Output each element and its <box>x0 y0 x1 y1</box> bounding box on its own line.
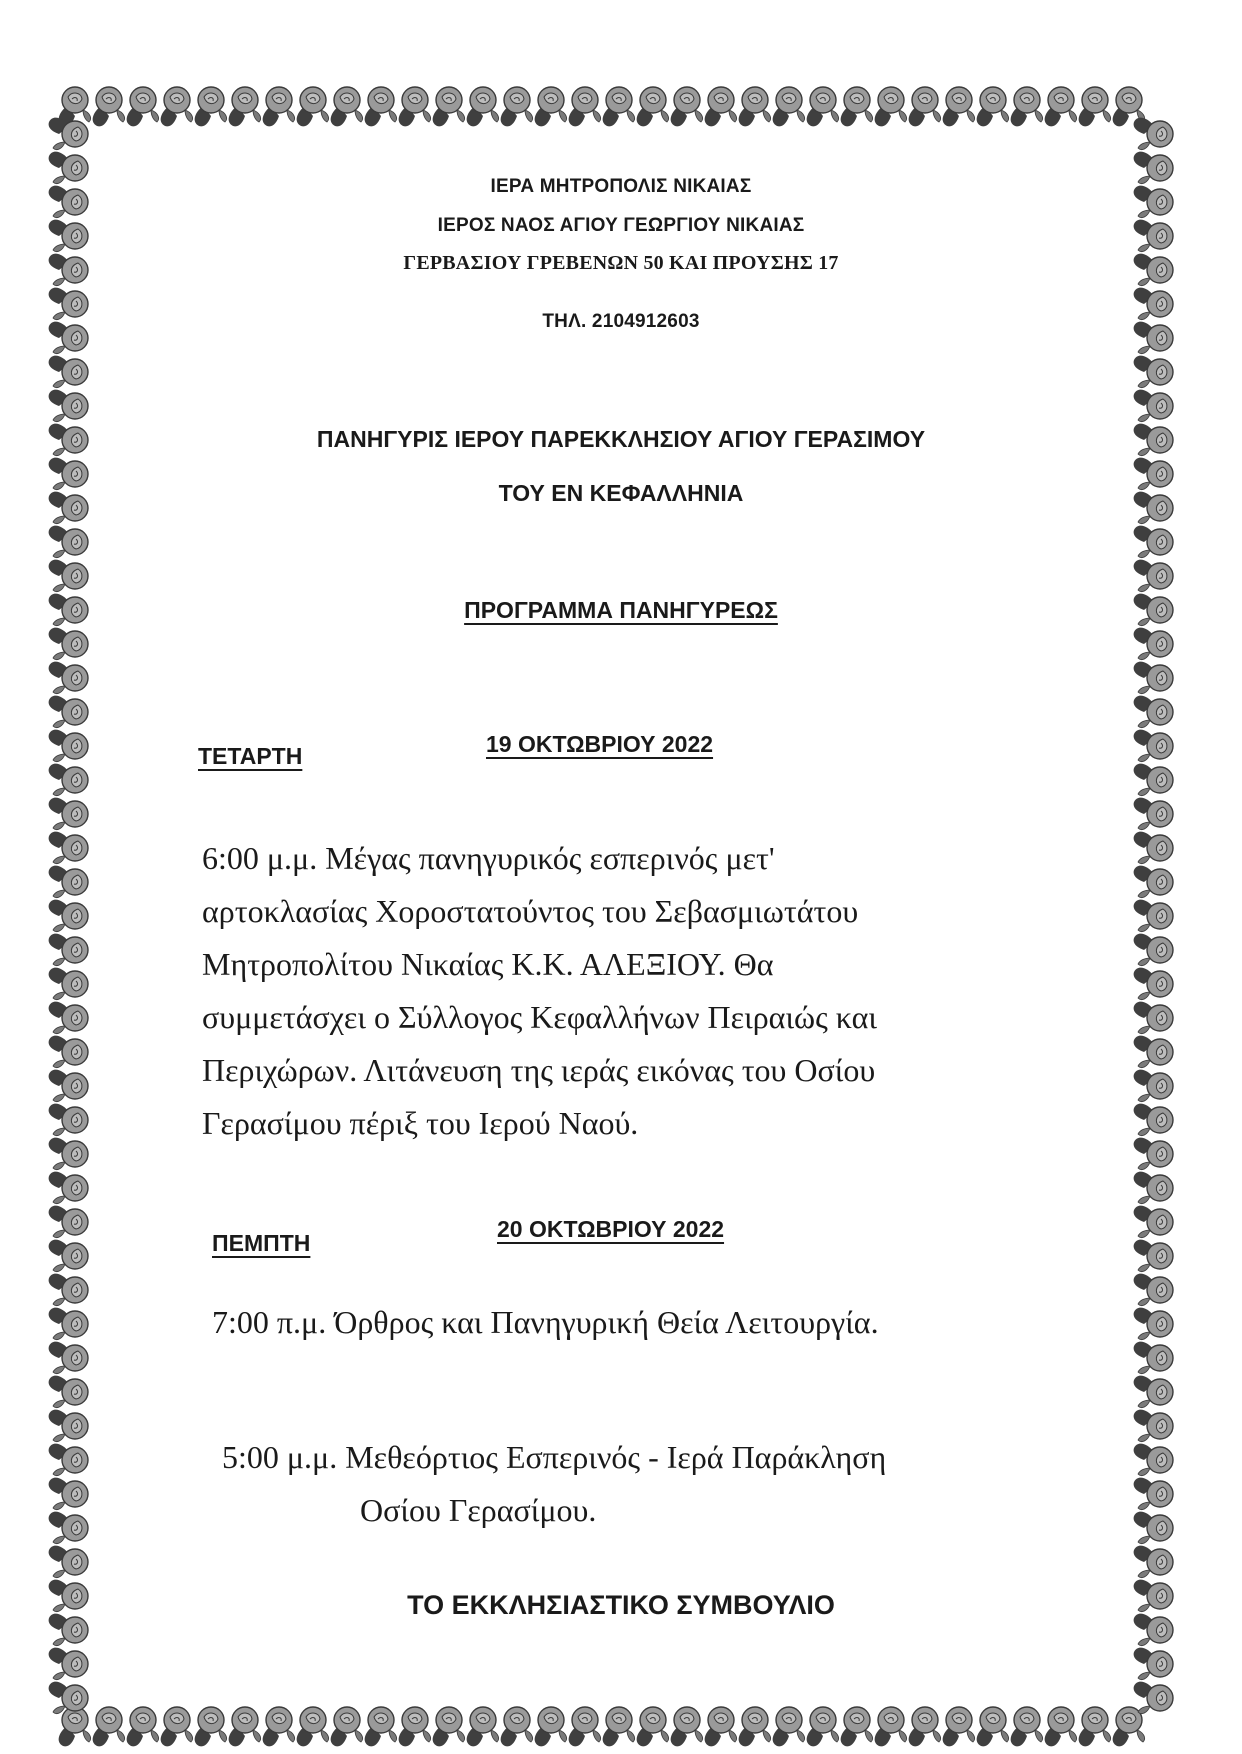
day-2-event-1 <box>212 1296 879 1349</box>
signature-council: ΤΟ ΕΚΚΛΗΣΙΑΣΤΙΚΟ ΣΥΜΒΟΥΛΙΟ <box>407 1590 835 1620</box>
day-2-event-2 <box>222 1431 886 1537</box>
event-line: Οσίου Γερασίμου. <box>360 1492 597 1528</box>
event-line: Μητροπολίτου Νικαίας Κ.Κ. ΑΛΕΞΙΟΥ. Θα <box>202 946 774 982</box>
festival-title-line2: ΤΟΥ ΕΝ ΚΕΦΑΛΛΗΝΙΑ <box>498 480 744 506</box>
festival-title-line1: ΠΑΝΗΓΥΡΙΣ ΙΕΡΟΥ ΠΑΡΕΚΚΛΗΣΙΟΥ ΑΓΙΟΥ ΓΕΡΑΣΙΜΟΥ <box>316 426 926 452</box>
program-heading-wrap <box>0 597 1242 624</box>
event-line: Περιχώρων. Λιτάνευση της ιεράς εικόνας του Οσίου <box>202 1052 876 1088</box>
event-line: αρτοκλασίας Χοροστατούντος του Σεβασμιωτάτου <box>202 893 859 929</box>
event-line: Γερασίμου πέριξ του Ιερού Ναού. <box>202 1105 639 1141</box>
day-1-name: ΤΕΤΑΡΤΗ <box>198 743 303 769</box>
event-line: 7:00 π.μ. Όρθρος και Πανηγυρική Θεία Λειτουργία. <box>212 1304 879 1340</box>
event-line: συμμετάσχει ο Σύλλογος Κεφαλλήνων Πειραιώς και <box>202 999 877 1035</box>
church-phone: ΤΗΛ. 2104912603 <box>542 311 700 332</box>
metropolis-name: ΙΕΡΑ ΜΗΤΡΟΠΟΛΙΣ ΝΙΚΑΙΑΣ <box>490 176 752 197</box>
day-1-date: 19 ΟΚΤΩΒΡΙΟΥ 2022 <box>486 731 714 757</box>
event-line: 5:00 μ.μ. Μεθεόρτιος Εσπερινός - Ιερά Παράκληση <box>222 1439 887 1475</box>
church-name: ΙΕΡΟΣ ΝΑΟΣ ΑΓΙΟΥ ΓΕΩΡΓΙΟΥ ΝΙΚΑΙΑΣ <box>437 215 805 236</box>
day-2-date: 20 ΟΚΤΩΒΡΙΟΥ 2022 <box>497 1216 725 1242</box>
day-1-event-1 <box>202 832 877 1150</box>
day-2-name: ΠΕΜΠΤΗ <box>212 1230 311 1256</box>
event-line: 6:00 μ.μ. Μέγας πανηγυρικός εσπερινός μετ' <box>202 840 775 876</box>
church-address: ΓΕΡΒΑΣΙΟΥ ΓΡΕΒΕΝΩΝ 50 ΚΑΙ ΠΡΟΥΣΗΣ 17 <box>403 252 839 274</box>
program-heading: ΠΡΟΓΡΑΜΜΑ ΠΑΝΗΓΥΡΕΩΣ <box>464 597 778 623</box>
